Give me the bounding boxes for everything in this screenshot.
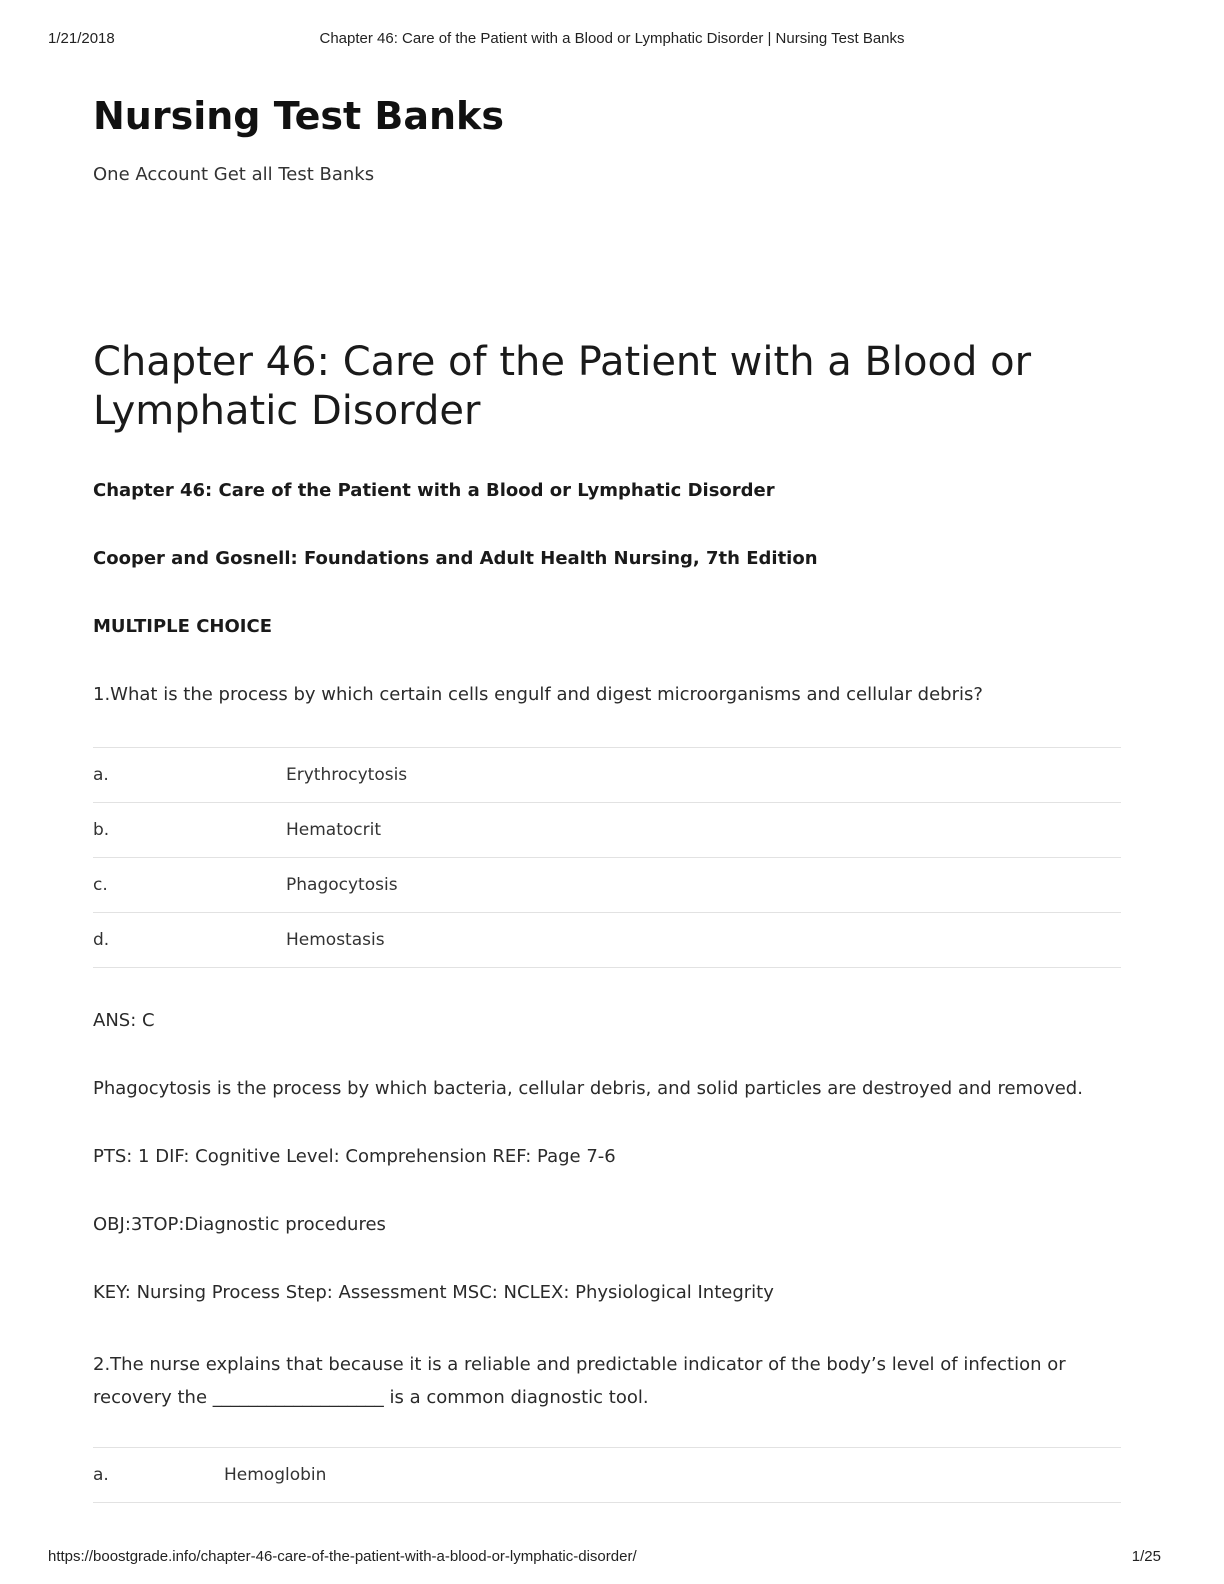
choice-text: Erythrocytosis bbox=[286, 765, 408, 785]
site-tagline: One Account Get all Test Banks bbox=[93, 164, 375, 185]
page-url: https://boostgrade.info/chapter-46-care-of-the-patient-with-a-blood-or-lymphatic-disorder/ bbox=[48, 1548, 637, 1565]
choice-text: Hemostasis bbox=[286, 930, 385, 950]
choice-text: Hemoglobin bbox=[224, 1465, 327, 1485]
question-2-line-2: recovery the ___________________ is a common diagnostic tool. bbox=[93, 1387, 649, 1408]
choice-text: Hematocrit bbox=[286, 820, 382, 840]
choice-row bbox=[93, 913, 1121, 968]
print-page-title: Chapter 46: Care of the Patient with a Blood or Lymphatic Disorder | Nursing Test Banks bbox=[319, 30, 905, 47]
question-meta-pts: PTS: 1 DIF: Cognitive Level: Comprehension REF: Page 7-6 bbox=[93, 1146, 616, 1167]
rationale: Phagocytosis is the process by which bacteria, cellular debris, and solid particles are destroyed and removed. bbox=[93, 1078, 1083, 1099]
question-2-line-1: 2.The nurse explains that because it is a reliable and predictable indicator of the body’s level of infection or bbox=[93, 1354, 1066, 1375]
choice-letter: a. bbox=[93, 765, 109, 785]
question-1-choices bbox=[93, 747, 1121, 968]
choice-letter: c. bbox=[93, 875, 108, 895]
choice-letter: d. bbox=[93, 930, 110, 950]
answer: ANS: C bbox=[93, 1010, 155, 1031]
question-meta-key: KEY: Nursing Process Step: Assessment MSC: NCLEX: Physiological Integrity bbox=[93, 1282, 774, 1303]
site-title[interactable]: Nursing Test Banks bbox=[93, 94, 504, 138]
question-meta-obj: OBJ:3TOP:Diagnostic procedures bbox=[93, 1214, 386, 1235]
section-heading: MULTIPLE CHOICE bbox=[93, 616, 272, 637]
article-subtitle: Chapter 46: Care of the Patient with a Blood or Lymphatic Disorder bbox=[93, 480, 775, 501]
page-content bbox=[93, 90, 1121, 1503]
choice-letter: a. bbox=[93, 1465, 109, 1485]
choice-letter: b. bbox=[93, 820, 110, 840]
question-2-choices bbox=[93, 1447, 1121, 1503]
choice-row bbox=[93, 858, 1121, 913]
question-1-text: 1.What is the process by which certain cells engulf and digest microorganisms and cellular debris? bbox=[93, 684, 983, 705]
book-title: Cooper and Gosnell: Foundations and Adult Health Nursing, 7th Edition bbox=[93, 548, 818, 569]
choice-text: Phagocytosis bbox=[286, 875, 398, 895]
print-date: 1/21/2018 bbox=[48, 30, 115, 47]
choice-row bbox=[93, 748, 1121, 803]
print-footer bbox=[0, 1548, 1224, 1568]
article-title: Chapter 46: Care of the Patient with a Blood or Lymphatic Disorder bbox=[93, 339, 1032, 434]
question-2-text bbox=[93, 1348, 1121, 1414]
page-number: 1/25 bbox=[1131, 1548, 1161, 1565]
print-header bbox=[0, 30, 1224, 50]
choice-row bbox=[93, 803, 1121, 858]
choice-row bbox=[93, 1448, 1121, 1503]
